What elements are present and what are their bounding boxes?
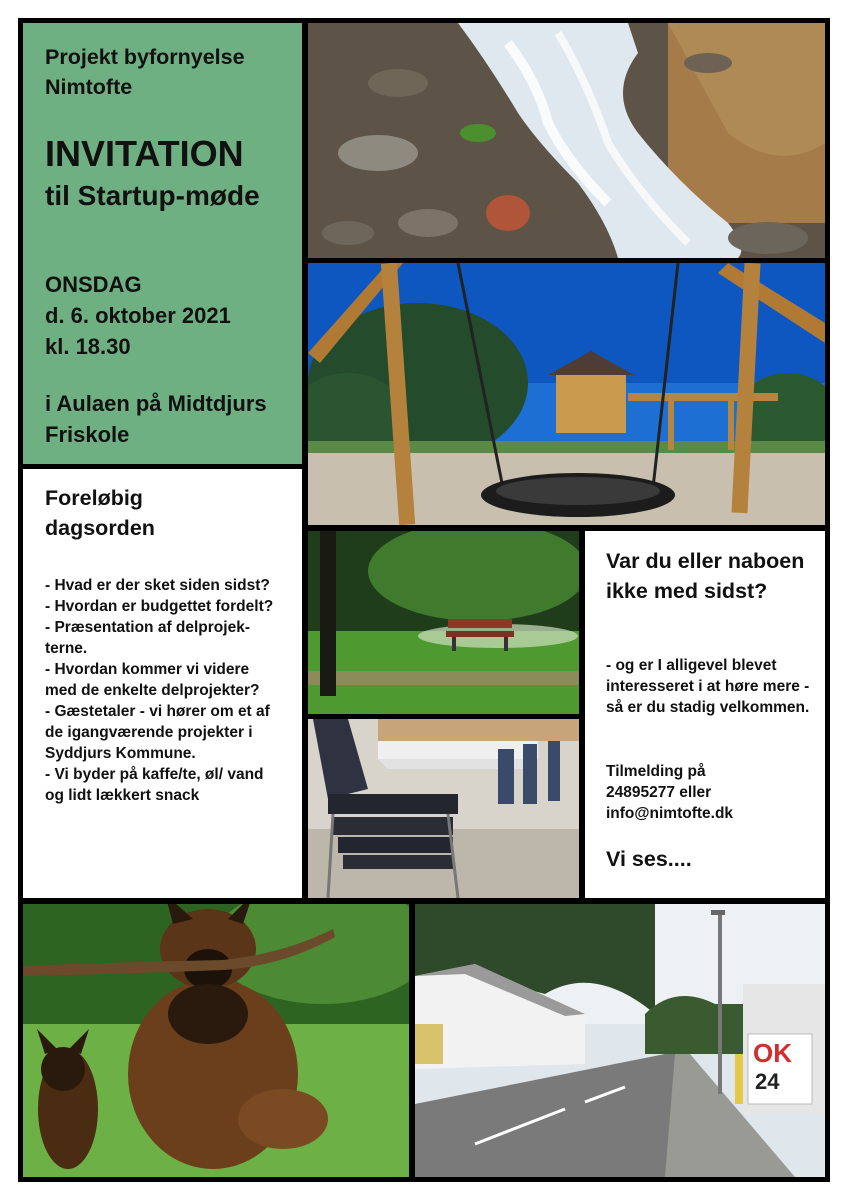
- event-datetime: [45, 269, 295, 362]
- dogs-photo: [23, 904, 409, 1177]
- agenda-item: - Vi byder på kaffe/te, øl/ vand og lidt lækkert snack: [45, 766, 264, 804]
- info-title: Var du eller naboen ikke med sidst?: [606, 549, 805, 603]
- invitation-panel: [23, 23, 302, 464]
- info-text: - og er I alligevel blevet interesseret i at høre mere - så er du stadig velkommen.: [606, 657, 810, 716]
- agenda-item: - Præsentation af delprojekterne.: [45, 619, 250, 657]
- agenda-item: - Gæstetaler - vi hører om et af de igangværende projekter i Syddjurs Kommune.: [45, 703, 270, 762]
- stream-photo: [308, 23, 825, 258]
- agenda-item: - Hvordan kommer vi videre med de enkelte delprojekter?: [45, 661, 260, 699]
- event-date: d. 6. oktober 2021: [45, 303, 231, 328]
- agenda-item: - Hvad er der sket siden sidst?: [45, 577, 270, 594]
- chairs-photo: [308, 719, 579, 898]
- bench-photo: [308, 531, 579, 714]
- event-day: ONSDAG: [45, 272, 142, 297]
- signup-email: info@nimtofte.dk: [606, 805, 734, 822]
- event-time: kl. 18.30: [45, 334, 131, 359]
- signup-block: [606, 761, 816, 824]
- invitation-heading: INVITATION: [45, 133, 244, 174]
- signup-label: Tilmelding på: [606, 763, 706, 780]
- event-location: i Aulaen på Midtdjurs Friskole: [45, 391, 267, 447]
- agenda-title: Foreløbig dagsorden: [45, 486, 155, 540]
- ok-sign-number: 24: [755, 1069, 780, 1094]
- playground-photo: [308, 263, 825, 525]
- signup-phone: 24895277 eller: [606, 784, 712, 801]
- agenda-list: [45, 575, 285, 806]
- closing-text: Vi ses....: [606, 847, 692, 871]
- info-panel: [585, 531, 825, 898]
- agenda-item: - Hvordan er budgettet fordelt?: [45, 598, 274, 615]
- ok-sign-brand: OK: [753, 1038, 792, 1068]
- road-photo: [415, 904, 825, 1177]
- project-title: Projekt byfornyelse Nimtofte: [45, 45, 245, 99]
- agenda-panel: [23, 469, 302, 898]
- invitation-subheading: til Startup-møde: [45, 180, 260, 211]
